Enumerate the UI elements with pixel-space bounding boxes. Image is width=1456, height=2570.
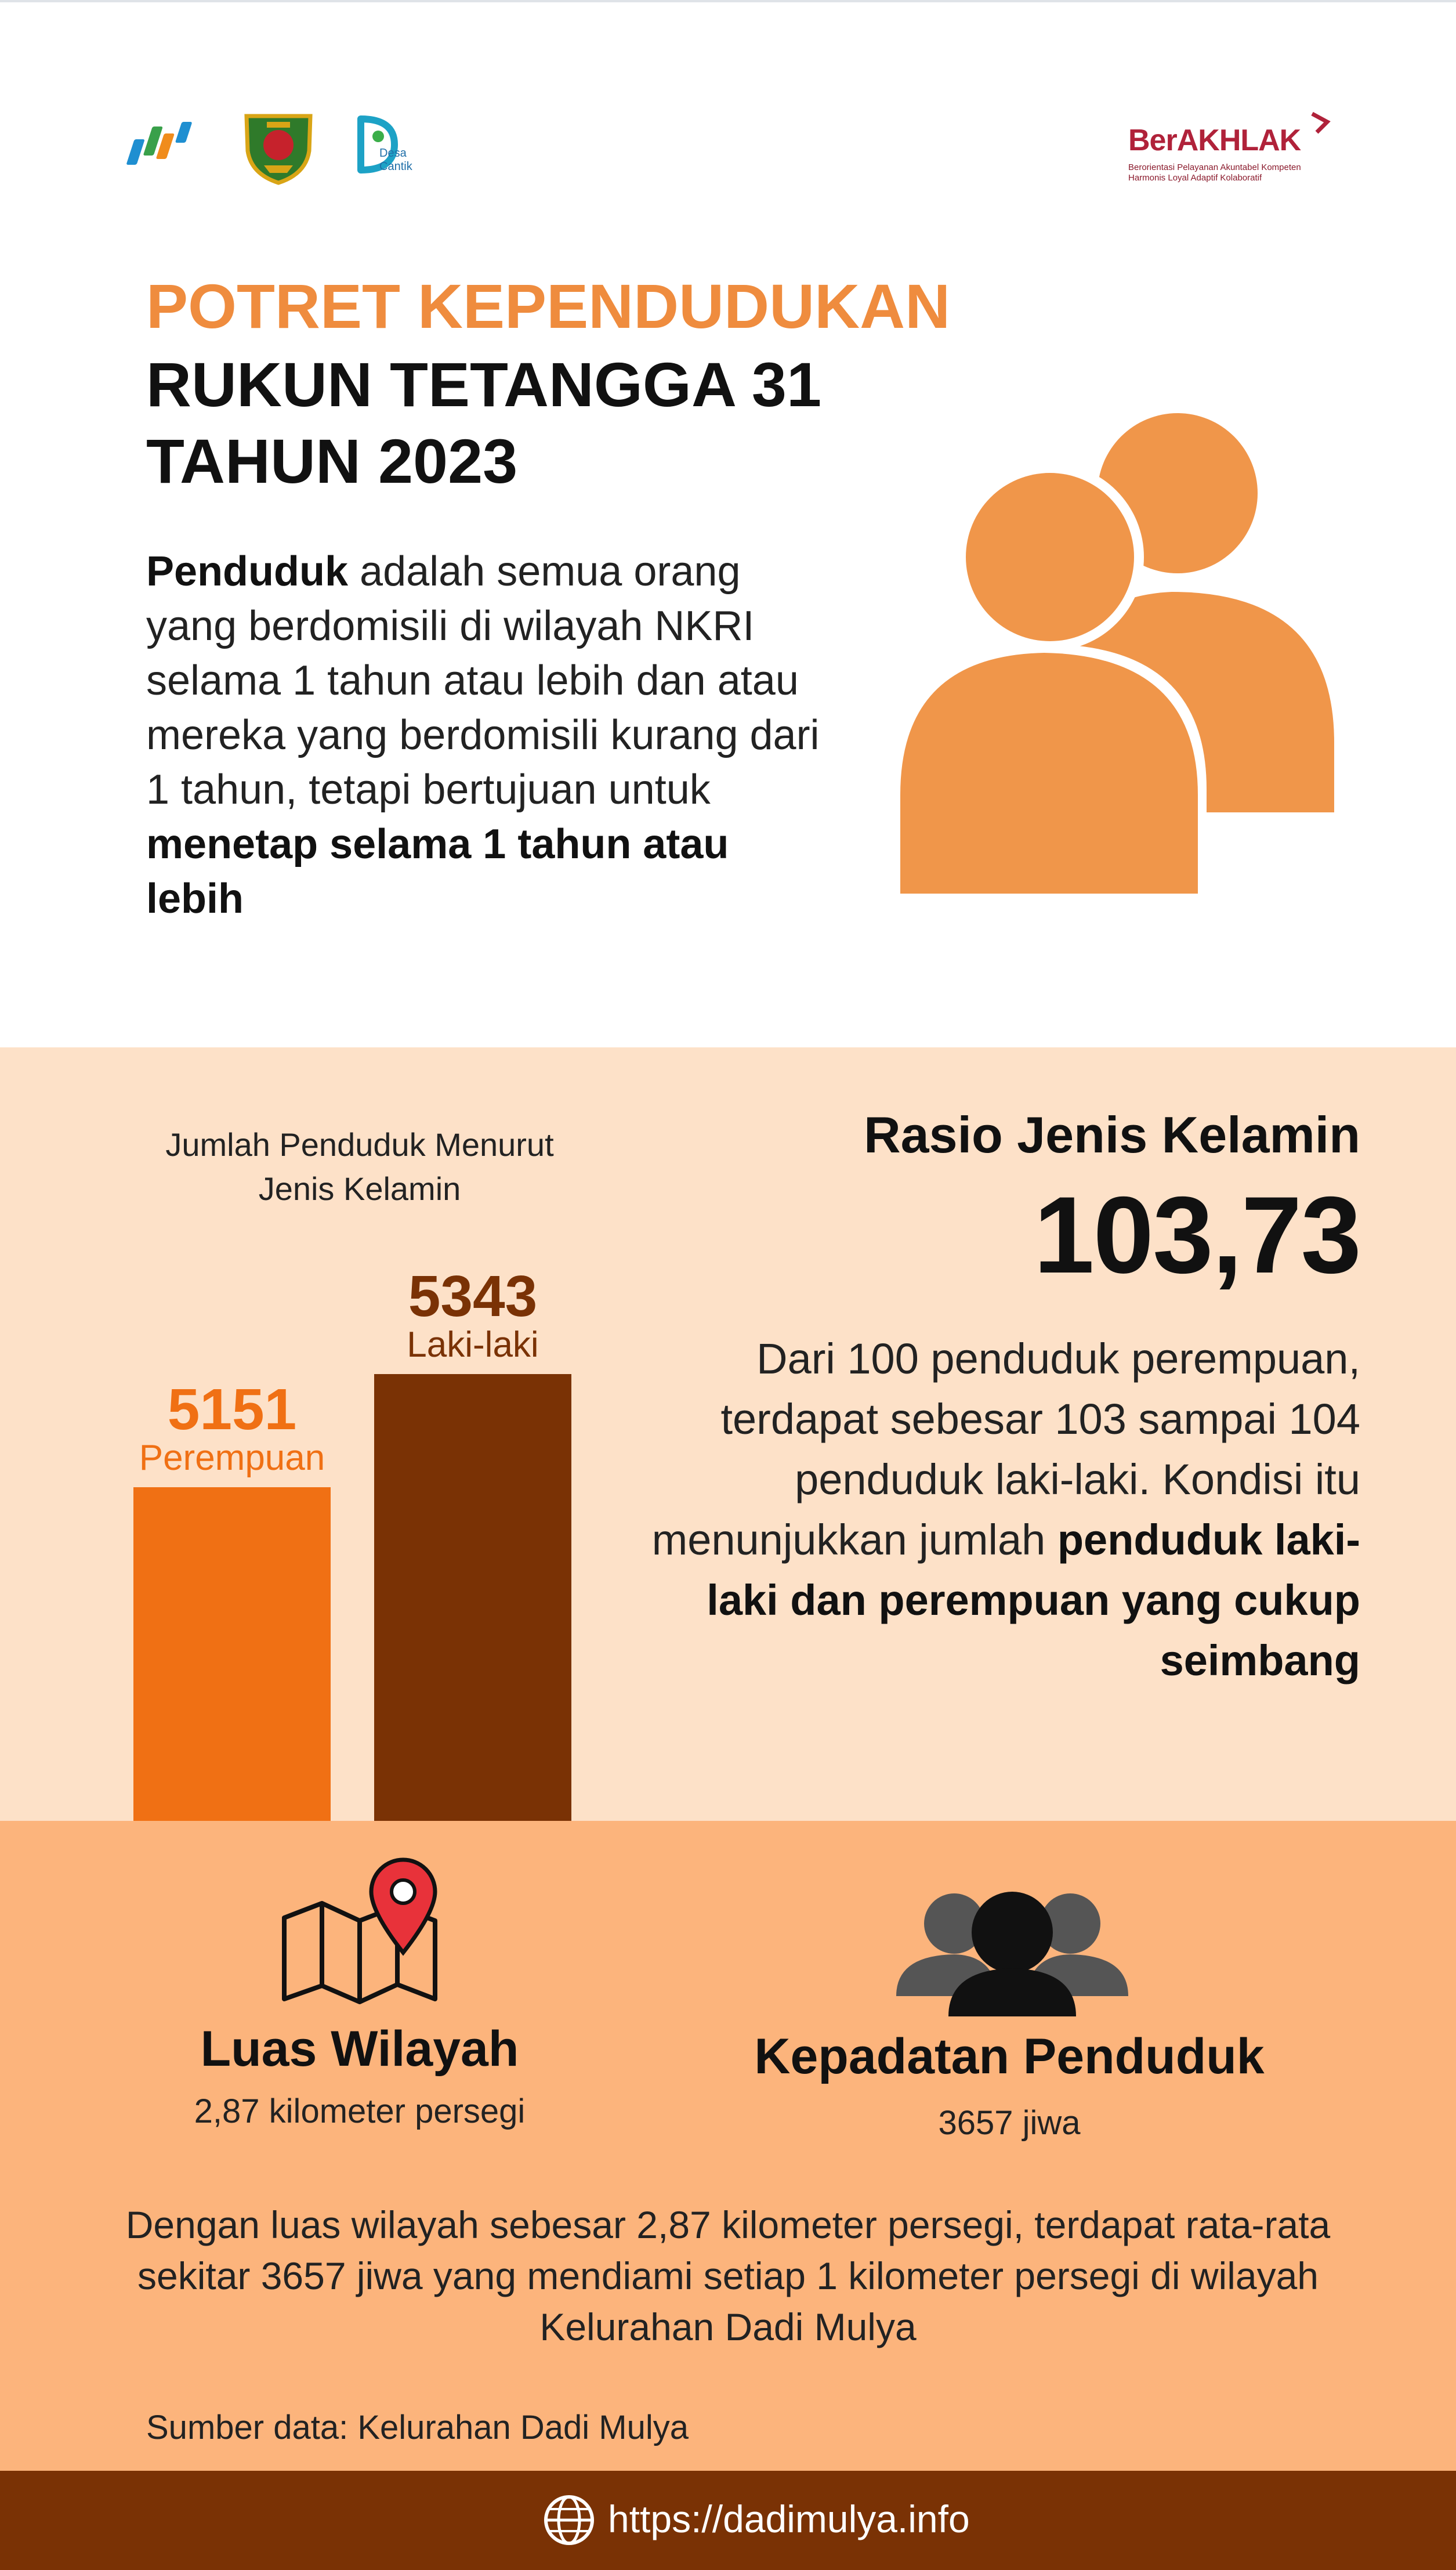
people-group-icon [896, 1880, 1128, 2019]
berakhlak-chevron-icon [1306, 109, 1335, 138]
intro-bold-start: Penduduk [146, 548, 349, 595]
chart-title: Jumlah Penduduk Menurut Jenis Kelamin [165, 1126, 554, 1207]
gender-bar-chart [116, 1230, 592, 1821]
luas-wilayah-title: Luas Wilayah [200, 2021, 519, 2077]
source-note: Sumber data: Kelurahan Dadi Mulya [146, 2409, 689, 2446]
people-illustration [893, 406, 1346, 905]
area-density-section [0, 1821, 1456, 2471]
title-line-1: POTRET KEPENDUDUKAN [146, 271, 951, 341]
kepadatan-value: 3657 jiwa [938, 2104, 1081, 2142]
globe-icon [542, 2493, 596, 2547]
bar-value-label: 5343 [408, 1264, 538, 1329]
density-description: Dengan luas wilayah sebesar 2,87 kilometer persegi, terdapat rata-rata sekitar 3657 jiwa yang mendiami setiap 1 kilometer persegi di wilayah Kelurahan Dadi Mulya [125, 2203, 1331, 2348]
map-pin-icon [278, 1857, 447, 2025]
rasio-text-plain: Dari 100 penduduk perempuan, terdapat sebesar 103 sampai 104 penduduk laki-laki. Kondisi itu menunjukkan jumlah [651, 1335, 1360, 1564]
bps-logo [122, 110, 203, 180]
bar-category-label: Perempuan [139, 1438, 325, 1478]
rasio-text-bold: penduduk laki-laki dan perempuan yang cukup seimbang [707, 1516, 1360, 1685]
bar-value-label: 5151 [167, 1377, 297, 1442]
berakhlak-logo-text: BerAKHLAK [1128, 124, 1301, 157]
bar-category-label: Laki-laki [407, 1325, 539, 1365]
bar-laki-laki [374, 1374, 571, 1821]
kabupaten-emblem-logo [241, 110, 316, 186]
intro-paragraph [146, 544, 831, 926]
footer-url-link[interactable]: https://dadimulya.info [608, 2497, 970, 2540]
desa-cantik-line2: Cantik [379, 160, 412, 173]
desa-cantik-logo [348, 113, 429, 183]
kepadatan-title: Kepadatan Penduduk [754, 2029, 1265, 2084]
luas-wilayah-value: 2,87 kilometer persegi [194, 2092, 526, 2130]
intro-middle: adalah semua orang yang berdomisili di wilayah NKRI selama 1 tahun atau lebih dan atau mereka yang berdomisili kurang dari 1 tahun, tetapi bertujuan untuk [146, 548, 820, 813]
rasio-title: Rasio Jenis Kelamin [864, 1106, 1360, 1163]
title-line-3: TAHUN 2023 [146, 426, 518, 496]
top-border [0, 0, 1456, 2]
intro-bold-end: menetap selama 1 tahun atau lebih [146, 821, 729, 922]
berakhlak-tagline: Berorientasi Pelayanan Akuntabel Kompeten Harmonis Loyal Adaptif Kolaboratif [1128, 162, 1301, 183]
title-line-2: RUKUN TETANGGA 31 [146, 349, 822, 420]
desa-cantik-line1: Desa [379, 147, 407, 160]
rasio-value: 103,73 [1033, 1174, 1360, 1296]
bar-perempuan [133, 1487, 331, 1821]
rasio-explanation [638, 1329, 1360, 1691]
